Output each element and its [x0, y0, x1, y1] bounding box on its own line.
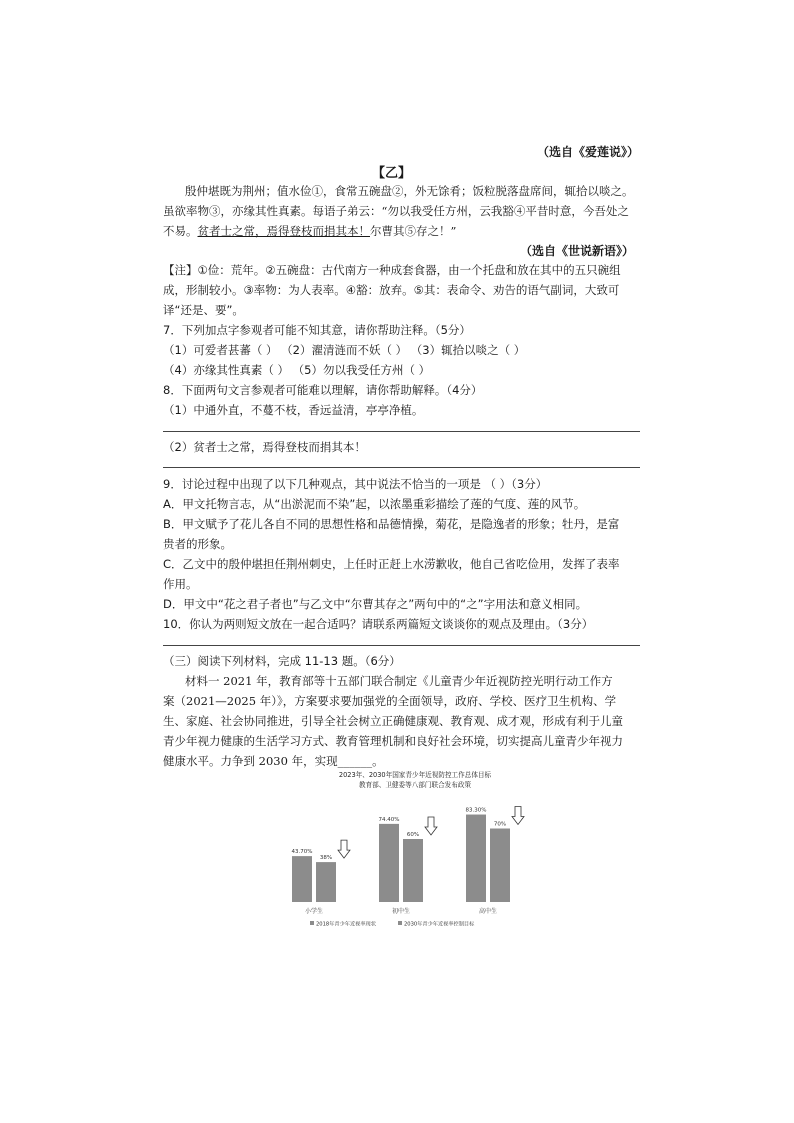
bar-target-1: [403, 839, 423, 902]
chart-title: 2023年、2030年国家青少年近视防控工作总体目标: [338, 771, 492, 779]
bar-current-2: [466, 815, 486, 902]
bar-current-1: [379, 824, 399, 902]
answer-line: [163, 467, 640, 468]
bar-value-label: 74.40%: [378, 816, 400, 823]
section-3-heading: （三）阅读下列材料，完成 11-13 题。（6分）: [163, 654, 401, 668]
bar-target-2: [490, 829, 510, 903]
category-label: 高中生: [478, 908, 498, 915]
category-label: 初中生: [391, 908, 411, 915]
bar-value-label: 43.70%: [291, 849, 313, 856]
option-c: 作用。: [163, 577, 198, 591]
category-label: 小学生: [304, 908, 324, 915]
down-arrow-icon: [425, 817, 437, 835]
chart-legend: [310, 920, 475, 928]
answer-line: [163, 645, 640, 646]
option-a: A．甲文托物言志，从“出淤泥而不染”起，以浓墨重彩描绘了莲的气度、莲的风节。: [163, 497, 586, 511]
bar-value-label: 70%: [493, 821, 507, 828]
down-arrow-icon: [512, 807, 524, 825]
note-line: 【注】①俭：荒年。②五碗盘：古代南方一种成套食器，由一个托盘和放在其中的五只碗组: [163, 263, 621, 277]
down-arrow-icon: [338, 840, 350, 858]
passage-b-line: 殷仲堪既为荆州；值水俭①，食常五碗盘②，外无馀肴；饭粒脱落盘席间，辄拾以啖之。: [185, 184, 634, 198]
question-8-sentence-1: （1）中通外直，不蔓不枝，香远益清，亭亭净植。: [163, 403, 424, 417]
legend-swatch: [398, 921, 402, 925]
passage-b-source: （选自《世说新语》）: [520, 244, 635, 258]
question-7-row: （1）可爱者甚蕃（ ） （2）濯清涟而不妖（ ） （3）辄拾以啖之（ ）: [163, 343, 526, 357]
question-8-sentence-2: （2）贫者士之常，焉得登枝而捐其本！: [163, 440, 366, 454]
material-1-line: 健康水平。力争到 2030 年，实现______。: [163, 754, 384, 768]
note-line: 译“还是、要”。: [163, 303, 244, 317]
option-d: D．甲文中“花之君子者也”与乙文中“尔曹其存之”两句中的“之”字用法和意义相同。: [163, 597, 588, 611]
question-7-stem: 7．下列加点字参观者可能不知其意，请你帮助注释。（5分）: [163, 323, 471, 337]
material-1-line: 案（2021—2025 年）》，方案要求要加强党的全面领导，政府、学校、医疗卫生机构、学: [163, 694, 617, 708]
passage-a-source: （选自《爱莲说》）: [537, 145, 640, 159]
passage-b-line: 不易。贫者士之常，焉得登枝而捐其本！尔曹其⑤存之！”: [163, 224, 457, 238]
option-b: B．甲文赋予了花儿各自不同的思想性格和品德情操，菊花，是隐逸者的形象；牡丹，是富: [163, 517, 620, 531]
option-c: C．乙文中的殷仲堪担任荆州刺史，上任时正赶上水涝歉收，他自己省吃俭用，发挥了表率: [163, 557, 620, 571]
question-8-stem: 8．下面两句文言参观者可能难以理解，请你帮助解释。（4分）: [163, 383, 483, 397]
material-1-line: 青少年视力健康的生活学习方式、教育管理机制和良好社会环境，切实提高儿童青少年视力: [163, 734, 623, 748]
myopia-target-chart: [280, 770, 550, 935]
answer-line: [163, 431, 640, 432]
material-1-line: 生、家庭、社会协同推进，引导全社会树立正确健康观、教育观、成才观，形成有利于儿童: [163, 714, 623, 728]
bar-value-label: 60%: [406, 832, 420, 838]
passage-b-label: 【乙】: [372, 166, 412, 181]
question-10-stem: 10．你认为两则短文放在一起合适吗？请联系两篇短文谈谈你的观点及理由。（3分）: [163, 617, 594, 631]
bar-target-0: [316, 862, 336, 902]
bar-value-label: 83.30%: [465, 807, 487, 814]
legend-label: 2018年青少年近视率现状: [316, 921, 376, 928]
legend-swatch: [310, 921, 314, 925]
underlined-sentence: 贫者士之常，焉得登枝而捐其本！: [197, 224, 370, 238]
note-line: 成，形制较小。③率物：为人表率。④豁：放弃。⑤其：表命令、劝告的语气副词，大致可: [163, 283, 620, 297]
question-7-row: （4）亦缘其性真素（ ） （5）勿以我受任方州（ ）: [163, 363, 431, 377]
legend-label: 2030年青少年近视率控制目标: [404, 921, 475, 928]
option-b: 贵者的形象。: [163, 537, 232, 551]
chart-subtitle: 教育部、卫健委等八部门联合发布政策: [358, 781, 472, 789]
bar-value-label: 38%: [319, 855, 333, 862]
bar-current-0: [292, 856, 312, 902]
question-9-stem: 9．讨论过程中出现了以下几种观点，其中说法不恰当的一项是 （ ）（3分）: [163, 477, 548, 491]
material-1-line: 材料一 2021 年，教育部等十五部门联合制定《儿童青少年近视防控光明行动工作方: [185, 674, 613, 688]
passage-b-line: 虽欲率物③，亦缘其性真素。每语子弟云：“勿以我受任方州，云我豁④平昔时意，今吾处之: [163, 204, 629, 218]
